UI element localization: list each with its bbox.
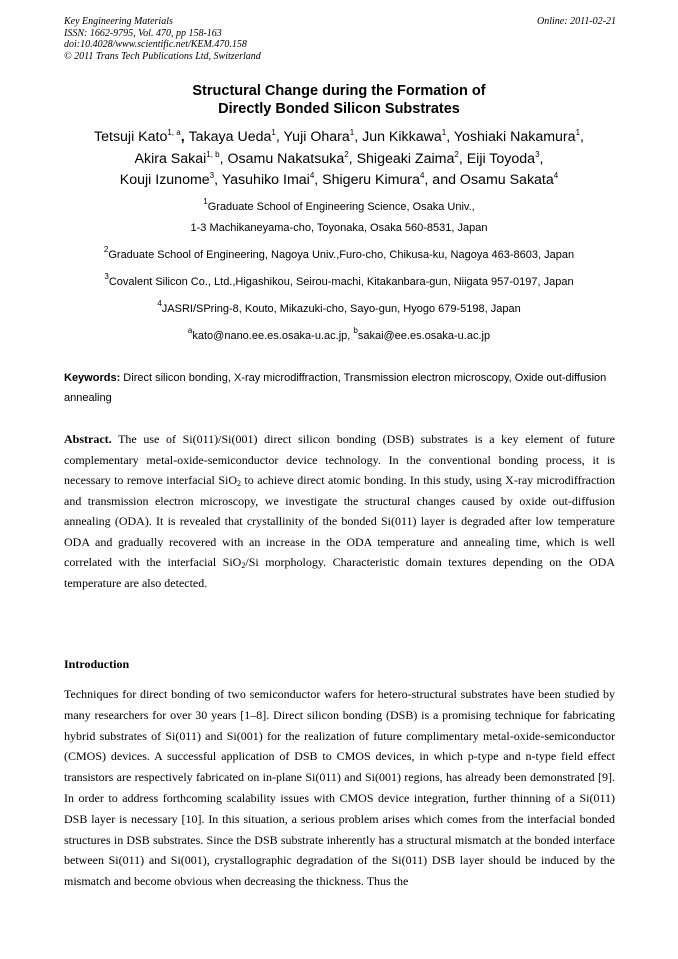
author: Shigeaki Zaima$^2$, [356,149,467,167]
paper-title [0,82,678,118]
author: Eiji Toyoda$^3$, [466,149,544,167]
affiliation-1: $^1$Graduate School of Engineering Science, Osaka Univ., 1-3 Machikaneyama-cho, Toyonaka, Osaka 560-8531, Japan [30,197,648,239]
author: Akira Sakai$^{1, b}$, [134,149,228,167]
email-line: $^a$kato@nano.ee.es.osaka-u.ac.jp, $^b$sakai@ee.es.osaka-u.ac.jp [187,326,491,342]
author: Tetsuji Kato$^{1, a}$, [94,128,189,145]
keywords-label: Keywords: [64,372,121,384]
journal-name: Key Engineering Materials [64,16,173,27]
abstract: Abstract. The use of Si(011)/Si(001) direct silicon bonding (DSB) substrates is a key element of future complementary metal-oxide-semiconductor device technology. In the conventional bonding process, it is necessary to remove interfacial SiO$_2$ to achieve direct atomic bonding. In this study, using X-ray microdiffraction and transmission electron microscopy, we investigate the structural changes caused by oxide out-diffusion annealing (ODA). It is revealed that crystallinity of the bonded Si(011) layer is degraded after low temperature ODA and gradually recovered with an increase in the ODA temperature and annealing time, which is well correlated with the interfacial SiO$_2$/Si morphology. Characteristic domain textures depending on the ODA temperature are also detected. [64,432,616,590]
introduction-body: Techniques for direct bonding of two semiconductor wafers for hetero-structural substrates have been studied by many researchers for over 30 years [1–8]. Direct silicon bonding (DSB) is a promising technique for fabricating hybrid substrates of Si(011) and Si(001) for the realization of future complimentary metal-oxide-semiconductor (CMOS) devices. A successful application of DSB to CMOS devices, in which p-type and n-type field effect transistors are respectively fabricated on in-plane Si(011) and Si(001) regions, has already been demonstrated [9]. In order to address forthcoming scalability issues with CMOS device integration, further thinning of a Si(011) DSB layer is necessary [10]. In this situation, a serious problem arises which comes from the interfacial bonded structures in DSB substrates. Since the DSB substrate inherently has a structural mismatch at the bonded interface between Si(011) and Si(001), crystallographic degradation of the Si(011) DSB layer should be induced by the mismatch and become obvious when decreasing the thickness. Thus the [64,687,615,889]
author: Takaya Ueda$^1$, [188,128,284,145]
affiliation-2: $^2$Graduate School of Engineering, Nagoya Univ.,Furo-cho, Chikusa-ku, Nagoya 463-8603, Japan [103,245,575,261]
affiliation-3: $^3$Covalent Silicon Co., Ltd.,Higashikou, Seirou-machi, Kitakanbara-gun, Niigata 957-0197, Japan [104,272,574,288]
author: Shigeru Kimura$^4$, and [322,171,460,188]
author-line [50,170,628,192]
author: Kouji Izunome$^3$, [119,171,222,188]
doi-line: doi:10.4028/www.scientific.net/KEM.470.158 [64,39,247,50]
author-line [50,127,628,149]
abstract-label: Abstract. [64,432,112,446]
author: Yuji Ohara$^1$, [283,128,363,145]
title-line-2: Directly Bonded Silicon Substrates [218,101,460,117]
keywords [64,369,615,408]
author-list [50,127,628,192]
affiliation-4: $^4$JASRI/SPring-8, Kouto, Mikazuki-cho, Sayo-gun, Hyogo 679-5198, Japan [157,299,521,315]
copyright-line: © 2011 Trans Tech Publications Ltd, Switzerland [64,50,261,62]
title-line-1: Structural Change during the Formation of [192,83,486,99]
author: Yoshiaki Nakamura$^1$, [453,128,584,145]
author-line [50,149,628,171]
author: Osamu Nakatsuka$^2$, [227,149,357,167]
author: Yasuhiko Imai$^4$, [221,171,323,188]
affiliation-1-line-1: Graduate School of Engineering Science, Osaka Univ., [207,201,475,213]
affiliation-1-line-2: 1-3 Machikaneyama-cho, Toyonaka, Osaka 560-8531, Japan [190,222,488,234]
issn-line: ISSN: 1662-9795, Vol. 470, pp 158-163 [64,27,222,39]
email-a: kato@nano.ee.es.osaka-u.ac.jp, [192,330,354,342]
online-date: Online: 2011-02-21 [537,16,616,27]
journal-header [64,16,616,62]
author: Jun Kikkawa$^1$, [362,128,454,145]
introduction-heading: Introduction [64,657,130,671]
keywords-text: Direct silicon bonding, X-ray microdiffraction, Transmission electron microscopy, Oxide out-diffusion annealing [64,372,607,404]
author: Osamu Sakata$^4$ [459,171,559,188]
email-b: sakai@ee.es.osaka-u.ac.jp [357,330,491,342]
